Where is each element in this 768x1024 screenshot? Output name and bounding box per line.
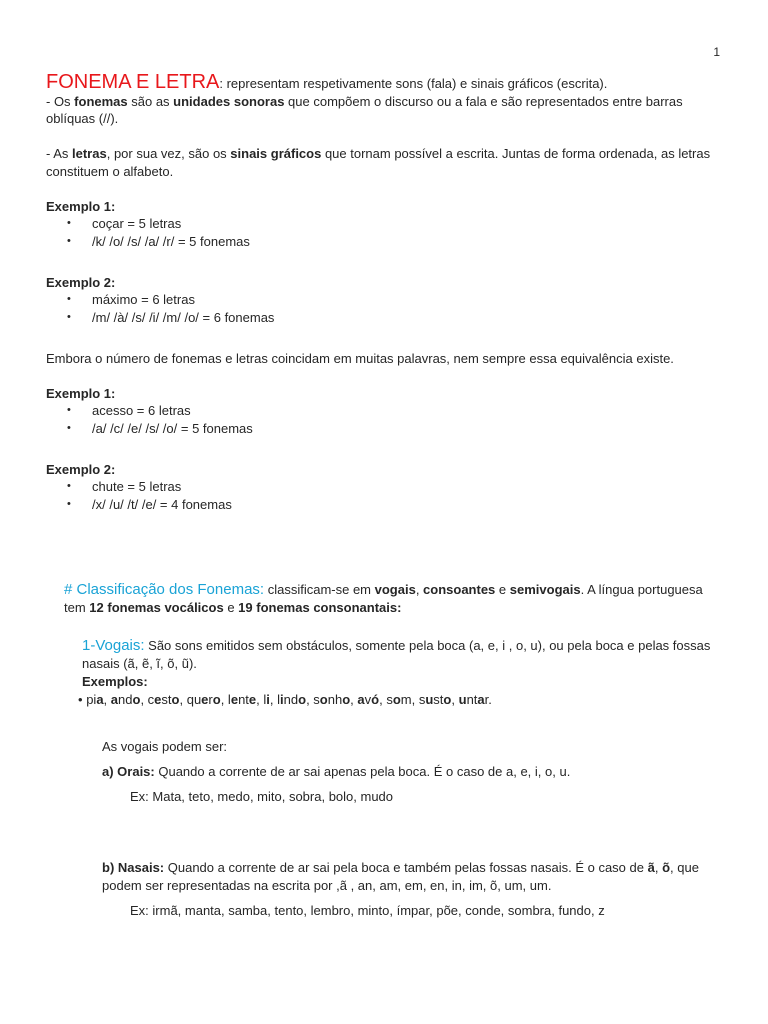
bold-term: consoantes xyxy=(423,582,496,597)
text: - Os xyxy=(46,93,75,109)
word-part: , s xyxy=(379,692,393,707)
list-item: • /m/ /à/ /s/ /i/ /m/ /o/ = 6 fonemas xyxy=(46,309,726,327)
orais-examples: Ex: Mata, teto, medo, mito, sobra, bolo, mudo xyxy=(130,789,394,804)
word-part: , xyxy=(103,692,111,707)
vogais-desc xyxy=(82,637,722,673)
word-vowel: i xyxy=(266,692,270,707)
list-item: • /a/ /c/ /e/ /s/ /o/ = 5 fonemas xyxy=(46,420,726,438)
word-vowel: a xyxy=(96,692,104,707)
word-vowel: a xyxy=(357,692,365,707)
nasais-definition xyxy=(102,859,722,895)
text: São sons emitidos sem obstáculos, somente pela boca (a, e, i , o, u), ou pela boca e pelas fossas nasais (ã, ẽ, ĩ, õ, ũ). xyxy=(82,638,711,671)
word-part: , l xyxy=(220,692,231,707)
text: . A língua portuguesa tem xyxy=(64,582,703,615)
word-vowel: i xyxy=(280,692,284,707)
word-vowel: o xyxy=(443,692,452,707)
word-vowel: e xyxy=(154,692,162,707)
word-vowel: u xyxy=(458,692,467,707)
word-vowel: a xyxy=(110,692,119,707)
word-vowel: o xyxy=(212,692,221,707)
text: , xyxy=(654,860,663,875)
word-part: v xyxy=(364,692,372,707)
nasais-examples: Ex: irmã, manta, samba, tento, lembro, minto, ímpar, põe, conde, sombra, fundo, z xyxy=(130,903,605,918)
word-part: , xyxy=(451,692,459,707)
bold-term: a) Orais: xyxy=(102,764,155,779)
list-item: • /x/ /u/ /t/ /e/ = 4 fonemas xyxy=(46,496,726,514)
vogais-example-words xyxy=(78,691,722,709)
word-part: nd xyxy=(283,692,299,707)
word-part: nh xyxy=(327,692,343,707)
section-title: # Classificação dos Fonemas: xyxy=(64,581,265,598)
title-line xyxy=(46,71,726,93)
word-vowel: e xyxy=(201,692,209,707)
bold-term: semivogais xyxy=(509,582,581,597)
exemplos-label: Exemplos: xyxy=(82,674,148,689)
bold-term: vogais xyxy=(374,582,416,597)
classificacao-section xyxy=(64,581,724,617)
word-part: m, s xyxy=(400,692,426,707)
bold-term: letras xyxy=(72,146,107,161)
example-heading: Exemplo 1: xyxy=(46,385,116,401)
paragraph-letras xyxy=(46,145,726,180)
word-vowel: o xyxy=(342,692,351,707)
vogais-section xyxy=(78,637,722,709)
text: , por sua vez, são os xyxy=(106,146,231,161)
section-title: 1-Vogais: xyxy=(82,637,145,654)
list-item: • máximo = 6 letras xyxy=(46,291,726,309)
text: - As xyxy=(46,146,73,161)
word-part: , s xyxy=(306,692,320,707)
example-list xyxy=(46,402,726,437)
text: e xyxy=(223,600,239,615)
word-vowel: e xyxy=(230,692,239,707)
page-number: 1 xyxy=(713,45,720,59)
word-part: nt xyxy=(238,692,249,707)
text: Quando a corrente de ar sai apenas pela boca. É o caso de a, e, i, o, u. xyxy=(154,764,571,779)
intro-section xyxy=(46,71,726,513)
word-part: r. xyxy=(484,692,492,707)
list-item: • acesso = 6 letras xyxy=(46,402,726,420)
orais-definition xyxy=(102,763,722,781)
example-heading: Exemplo 1: xyxy=(46,198,116,214)
paragraph-embora: Embora o número de fonemas e letras coincidam em muitas palavras, nem sempre essa equivalência existe. xyxy=(46,350,674,366)
word-vowel: o xyxy=(319,692,328,707)
word-vowel: o xyxy=(298,692,307,707)
example-heading: Exemplo 2: xyxy=(46,461,116,477)
text: classificam-se em xyxy=(264,582,375,597)
bold-term: ã xyxy=(647,860,655,875)
word-vowel: ó xyxy=(371,692,380,707)
word-vowel: o xyxy=(132,692,141,707)
bullet: • xyxy=(78,692,83,707)
word-part: , xyxy=(350,692,358,707)
list-item: • coçar = 5 letras xyxy=(46,215,726,233)
text: que tornam possível a escrita. Juntas de forma ordenada, as letras constituem o alfabeto. xyxy=(46,146,711,179)
word-part: nd xyxy=(118,692,133,707)
text: Quando a corrente de ar sai pela boca e também pelas fossas nasais. É o caso de xyxy=(164,860,648,875)
bold-term: fonemas xyxy=(74,93,128,109)
example-list xyxy=(46,291,726,326)
list-item: • chute = 5 letras xyxy=(46,478,726,496)
word-part: , qu xyxy=(179,692,202,707)
word-part: , l xyxy=(269,692,281,707)
text: e xyxy=(495,582,510,597)
example-list xyxy=(46,478,726,513)
bold-term: 19 fonemas consonantais: xyxy=(238,600,402,615)
word-part: nt xyxy=(466,692,478,707)
as-vogais-intro: As vogais podem ser: xyxy=(102,739,228,754)
text: que compõem o discurso ou a fala e são representados entre barras oblíquas (//). xyxy=(46,93,683,126)
text: , que podem ser representadas na escrita por ,ã , an, am, em, en, in, im, õ, um, um. xyxy=(102,860,699,893)
text: são as xyxy=(127,93,174,109)
word-vowel: o xyxy=(392,692,401,707)
word-part: , c xyxy=(140,692,155,707)
example-list xyxy=(46,215,726,250)
bold-term: unidades sonoras xyxy=(173,93,285,109)
word-part: pi xyxy=(86,692,97,707)
word-part: r xyxy=(208,692,213,707)
bold-term: b) Nasais: xyxy=(102,860,165,875)
word-vowel: e xyxy=(248,692,257,707)
word-part: , l xyxy=(256,692,267,707)
word-vowel: o xyxy=(171,692,180,707)
word-part: st xyxy=(433,692,444,707)
word-vowel: u xyxy=(425,692,434,707)
page-title: FONEMA E LETRA xyxy=(46,71,220,93)
word-vowel: a xyxy=(477,692,485,707)
paragraph-fonemas xyxy=(46,93,726,128)
example-heading: Exemplo 2: xyxy=(46,274,116,290)
bold-term: sinais gráficos xyxy=(230,146,322,161)
bold-term: õ xyxy=(662,860,671,875)
title-suffix: : representam respetivamente sons (fala) e sinais gráficos (escrita). xyxy=(219,76,608,91)
list-item: • /k/ /o/ /s/ /a/ /r/ = 5 fonemas xyxy=(46,233,726,251)
word-part: st xyxy=(161,692,172,707)
bold-term: 12 fonemas vocálicos xyxy=(89,600,224,615)
text: , xyxy=(415,582,424,597)
